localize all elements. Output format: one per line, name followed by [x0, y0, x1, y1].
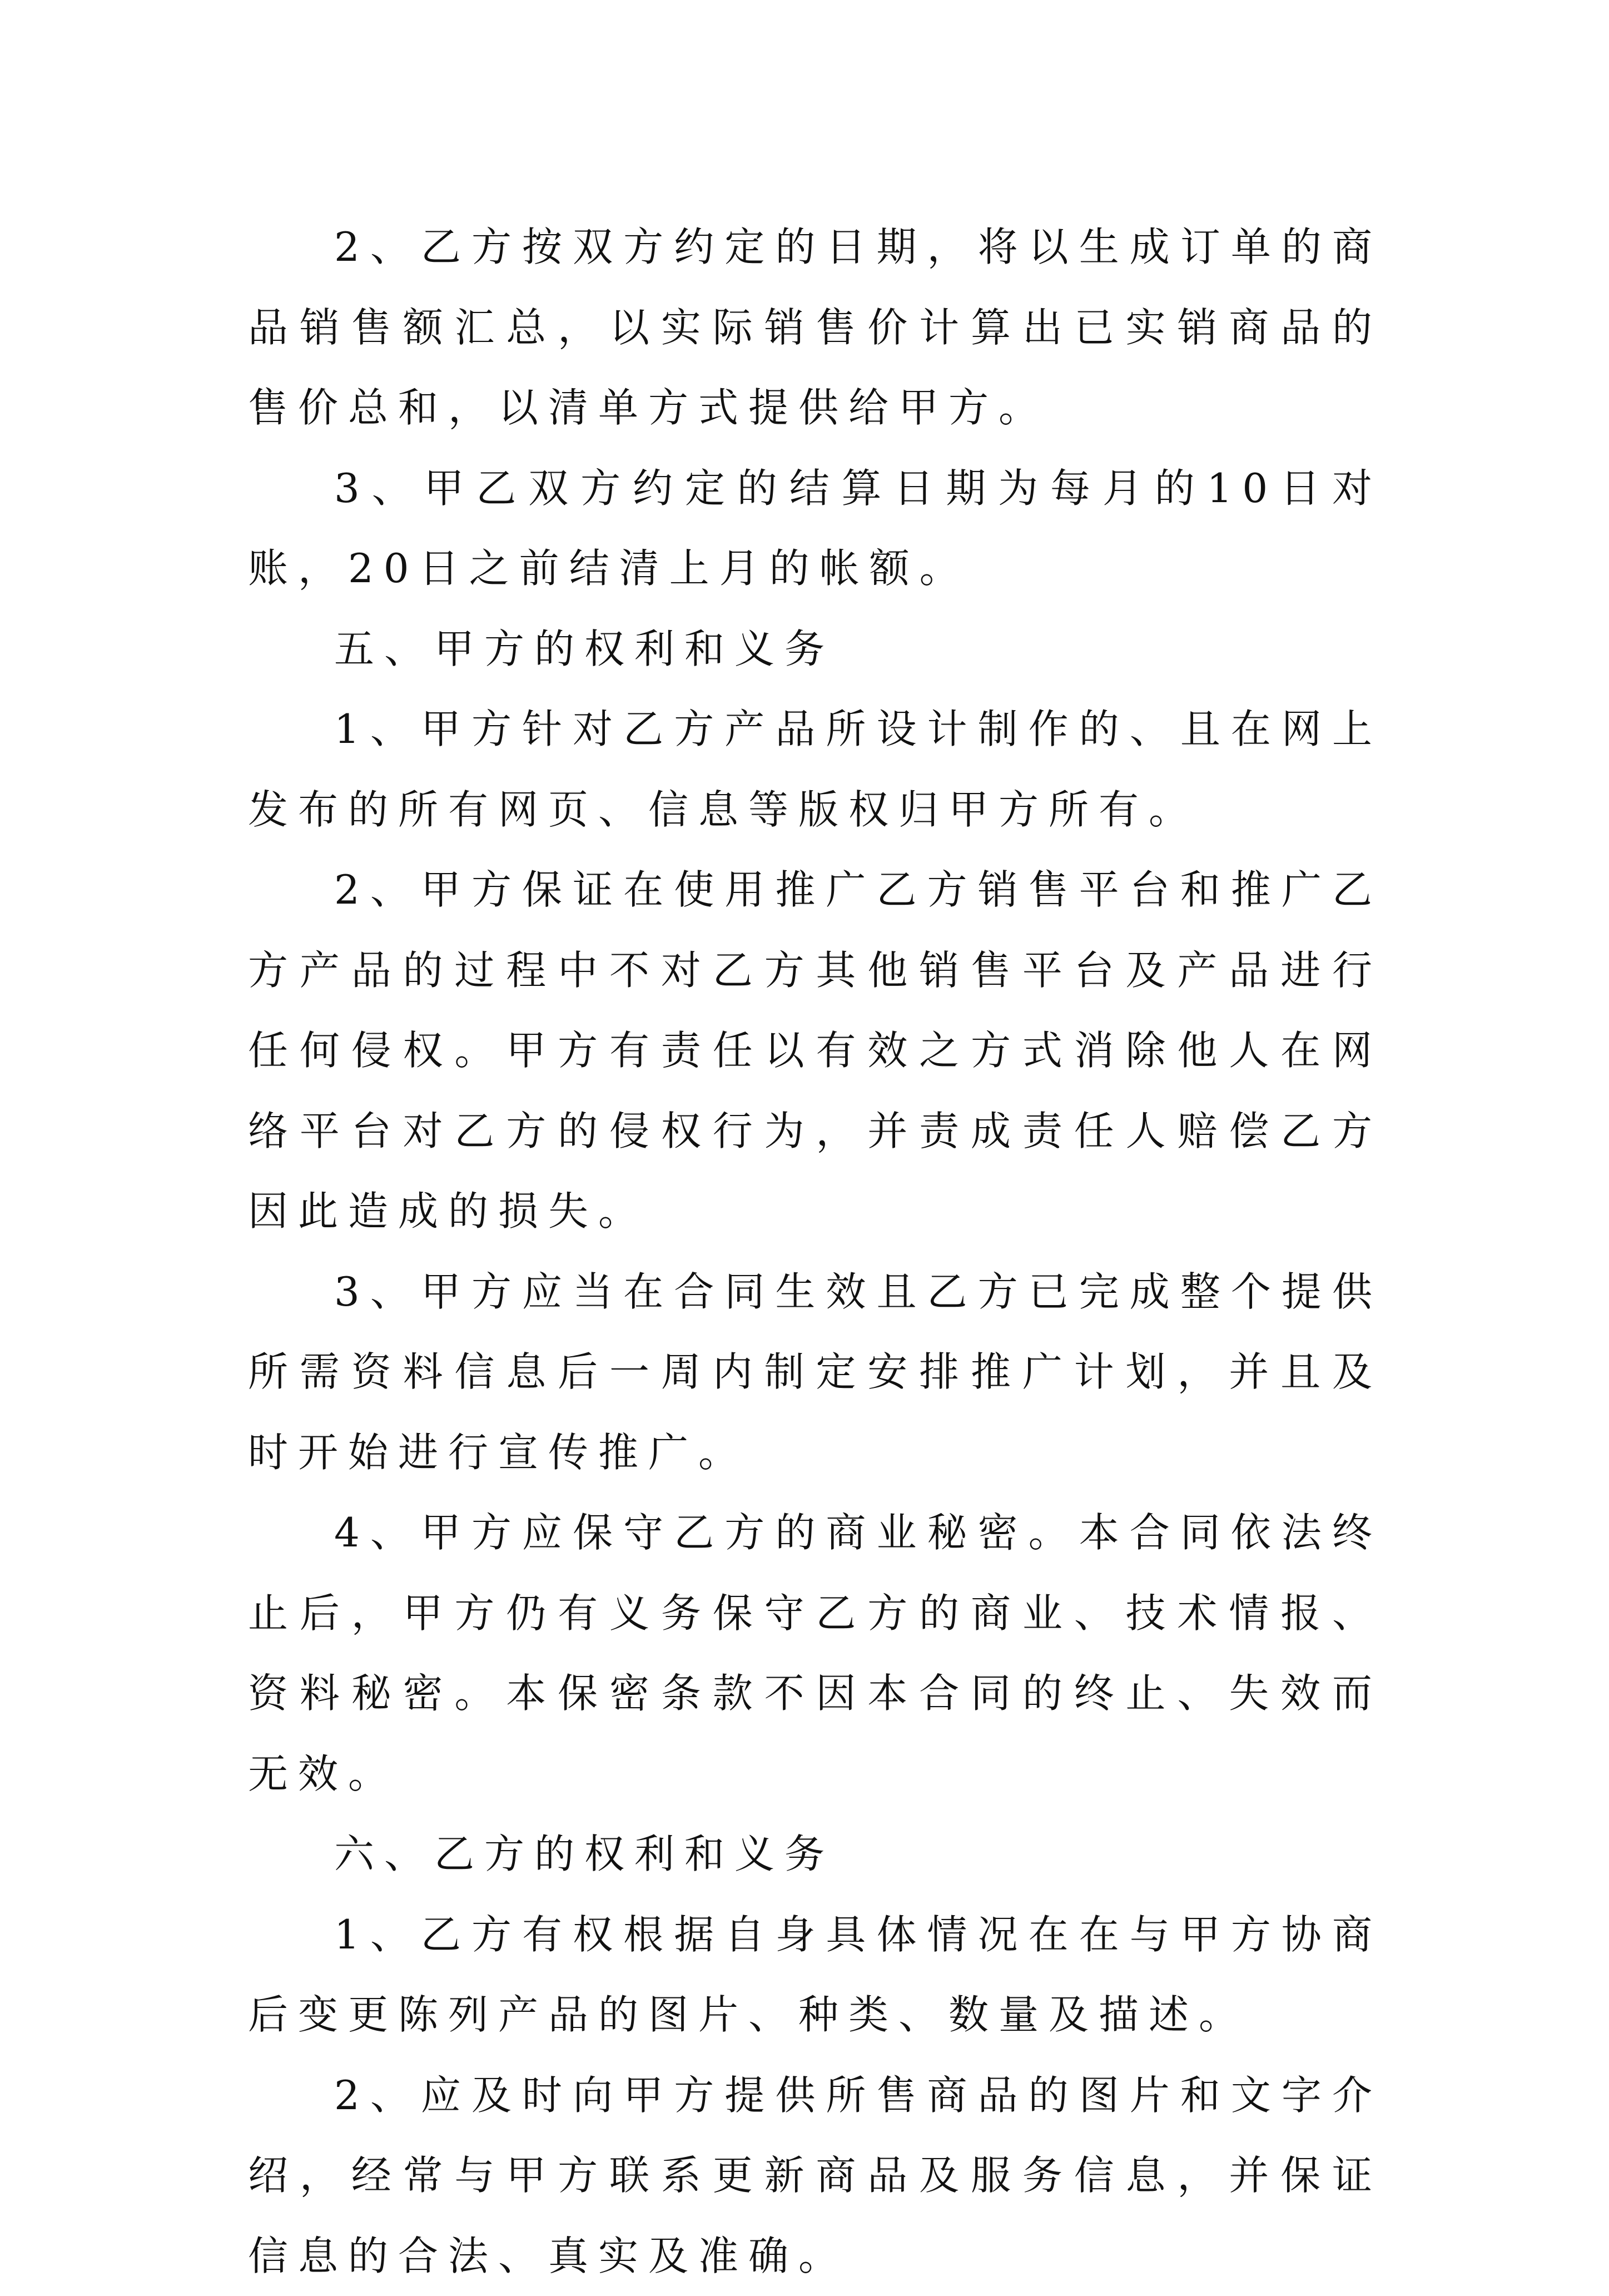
paragraph-party-b-change-products: 1、乙方有权根据自身具体情况在在与甲方协商后变更陈列产品的图片、种类、数量及描述。 — [248, 1895, 1382, 2055]
paragraph-party-a-no-infringement: 2、甲方保证在使用推广乙方销售平台和推广乙方产品的过程中不对乙方其他销售平台及产品进行任何侵权。甲方有责任以有效之方式消除他人在网络平台对乙方的侵权行为，并责成责任人赔偿乙方因此造成的损失。 — [248, 850, 1382, 1252]
section-heading-party-a-rights: 五、甲方的权利和义务 — [248, 609, 1382, 690]
paragraph-party-a-confidentiality: 4、甲方应保守乙方的商业秘密。本合同依法终止后，甲方仍有义务保守乙方的商业、技术情报、资料秘密。本保密条款不因本合同的终止、失效而无效。 — [248, 1492, 1382, 1814]
paragraph-settlement-summary: 2、乙方按双方约定的日期，将以生成订单的商品销售额汇总，以实际销售价计算出已实销商品的售价总和，以清单方式提供给甲方。 — [248, 207, 1382, 448]
section-heading-party-b-rights: 六、乙方的权利和义务 — [248, 1814, 1382, 1895]
document-body — [248, 207, 1382, 2296]
paragraph-settlement-date: 3、甲乙双方约定的结算日期为每月的10日对账，20日之前结清上月的帐额。 — [248, 448, 1382, 609]
paragraph-party-a-copyright: 1、甲方针对乙方产品所设计制作的、且在网上发布的所有网页、信息等版权归甲方所有。 — [248, 689, 1382, 850]
paragraph-party-b-provide-info: 2、应及时向甲方提供所售商品的图片和文字介绍，经常与甲方联系更新商品及服务信息，并保证信息的合法、真实及准确。 — [248, 2055, 1382, 2296]
paragraph-party-a-promotion-plan: 3、甲方应当在合同生效且乙方已完成整个提供所需资料信息后一周内制定安排推广计划，并且及时开始进行宣传推广。 — [248, 1252, 1382, 1493]
